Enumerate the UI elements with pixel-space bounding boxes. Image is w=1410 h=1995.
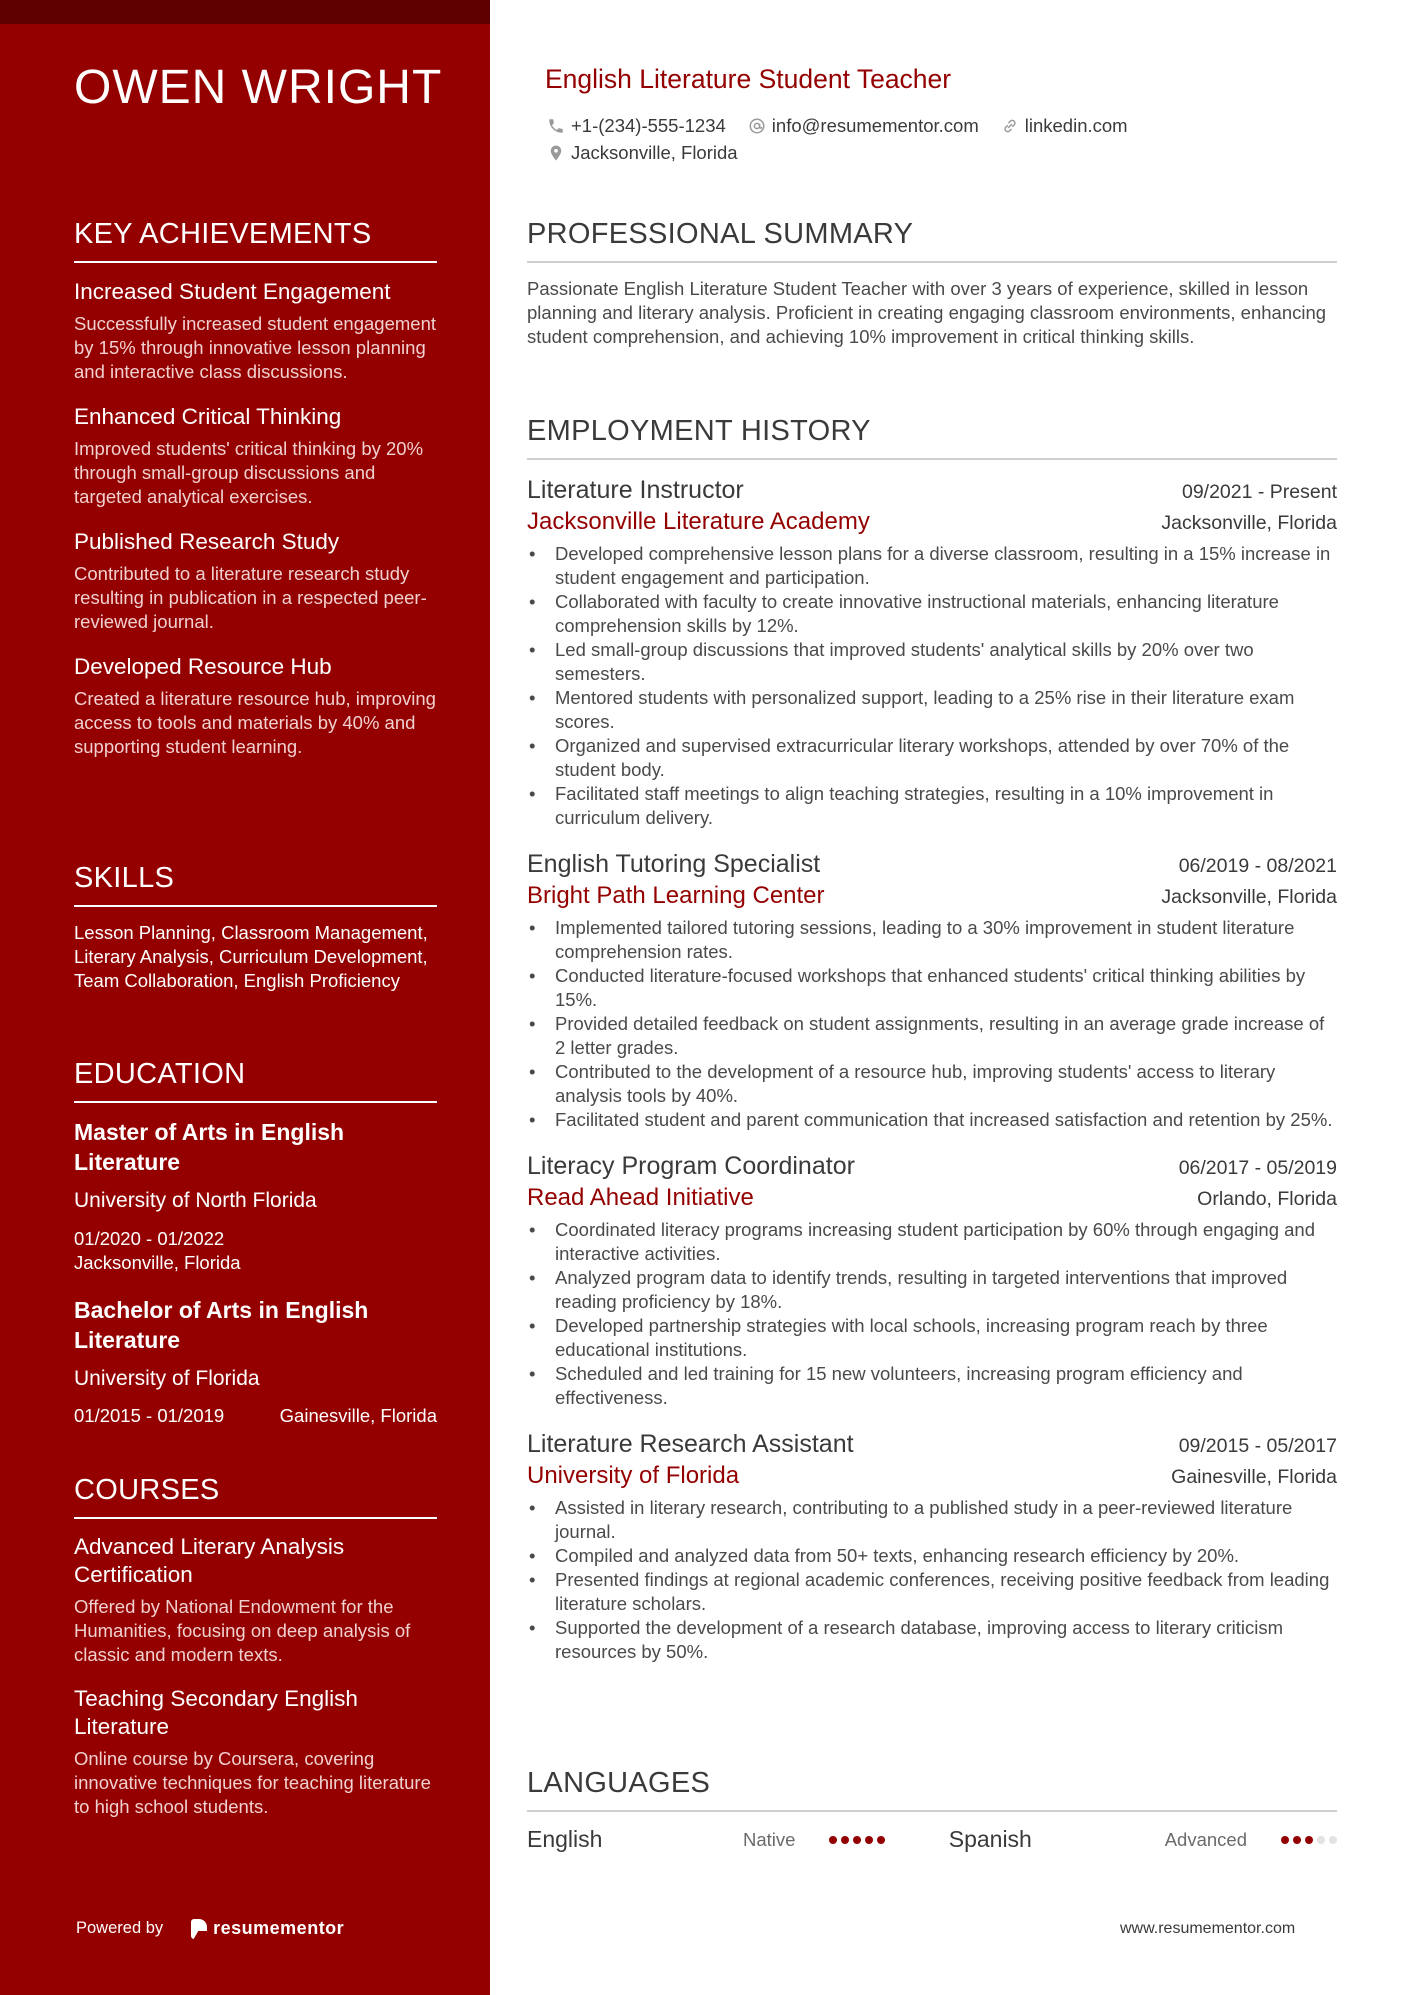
rating-dot-empty <box>1317 1836 1325 1844</box>
job-company-row <box>527 1182 1337 1214</box>
achievement-item <box>74 652 437 759</box>
achievement-item <box>74 527 437 634</box>
achievement-title: Increased Student Engagement <box>74 279 391 304</box>
job-bullet: • Conducted literature-focused workshops that enhanced students' critical thinking abilities by 15%. <box>527 964 1337 1012</box>
education-location: Jacksonville, Florida <box>74 1252 241 1273</box>
courses-heading: COURSES <box>74 1474 437 1519</box>
job-bullet: • Assisted in literary research, contributing to a published study in a peer-reviewed literature journal. <box>527 1496 1337 1544</box>
job-company: University of Florida <box>527 1462 740 1489</box>
contact-location <box>547 142 738 164</box>
job-location: Jacksonville, Florida <box>1161 512 1337 534</box>
job-company-row <box>527 506 1337 538</box>
contact-row <box>547 112 1307 139</box>
job-position: English Tutoring Specialist <box>527 850 821 878</box>
rating-dot-filled <box>1305 1836 1313 1844</box>
education-degree: Bachelor of Arts in English Literature <box>74 1297 369 1353</box>
job-position: Literacy Program Coordinator <box>527 1152 855 1180</box>
job-dates: 09/2015 - 05/2017 <box>1178 1435 1337 1457</box>
rating-dot-filled <box>865 1836 873 1844</box>
candidate-name: OWEN WRIGHT <box>74 61 443 114</box>
employment-heading: EMPLOYMENT HISTORY <box>527 415 1337 460</box>
summary-text: Passionate English Literature Student Teacher with over 3 years of experience, skilled in lesson planning and literary analysis. Proficient in creating engaging classroom environments, enhancing student comprehension, and achieving 10% improvement in critical thinking skills. <box>527 278 1327 347</box>
rating-dot-filled <box>1293 1836 1301 1844</box>
course-item <box>74 1685 437 1819</box>
job-header-row <box>527 1428 1337 1460</box>
location-pin-icon <box>547 144 565 162</box>
rating-dot-filled <box>829 1836 837 1844</box>
job-company-row <box>527 880 1337 912</box>
education-meta-row <box>74 1405 437 1427</box>
job-entry <box>527 848 1337 1132</box>
location-text: Jacksonville, Florida <box>571 141 738 163</box>
education-item <box>74 1295 437 1427</box>
job-bullet: • Analyzed program data to identify trends, resulting in targeted interventions that improved reading proficiency by 18%. <box>527 1266 1337 1314</box>
language-name: English <box>527 1826 603 1852</box>
headline: English Literature Student Teacher <box>545 64 952 94</box>
education-dates: 01/2015 - 01/2019 <box>74 1405 225 1426</box>
job-location: Gainesville, Florida <box>1171 1466 1337 1488</box>
language-rating <box>829 1836 948 1844</box>
job-bullet: • Provided detailed feedback on student assignments, resulting in an average grade increase of 2 letter grades. <box>527 1012 1337 1060</box>
brand-name: resumementor <box>213 1918 345 1938</box>
education-school: University of Florida <box>74 1367 260 1390</box>
job-bullet: • Organized and supervised extracurricular literary workshops, attended by over 70% of the student body. <box>527 734 1337 782</box>
achievement-desc: Created a literature resource hub, improving access to tools and materials by 40% and supporting student learning. <box>74 688 436 757</box>
contact-email[interactable] <box>748 115 979 137</box>
course-title: Advanced Literary Analysis Certification <box>74 1534 345 1587</box>
job-dates: 06/2017 - 05/2019 <box>1178 1157 1337 1179</box>
language-rating <box>1281 1836 1337 1844</box>
achievement-desc: Improved students' critical thinking by 20% through small-group discussions and targeted analytical exercises. <box>74 438 424 507</box>
course-desc: Online course by Coursera, covering innovative techniques for teaching literature to high school students. <box>74 1748 431 1817</box>
job-bullet: • Collaborated with faculty to create innovative instructional materials, enhancing literature comprehension skills by 12%. <box>527 590 1337 638</box>
language-level: Advanced <box>1164 1828 1247 1850</box>
job-bullets <box>527 1496 1337 1664</box>
achievement-desc: Successfully increased student engagement by 15% through innovative lesson planning and interactive class discussions. <box>74 313 436 382</box>
course-title: Teaching Secondary English Literature <box>74 1686 358 1739</box>
job-bullet: • Led small-group discussions that improved students' analytical skills by 20% over two semesters. <box>527 638 1337 686</box>
achievement-desc: Contributed to a literature research study resulting in publication in a respected peer-reviewed journal. <box>74 563 427 632</box>
job-dates: 06/2019 - 08/2021 <box>1178 855 1337 877</box>
link-icon <box>1001 117 1019 135</box>
languages-section <box>527 1767 1337 1853</box>
job-bullet: • Supported the development of a research database, improving access to literary criticism resources by 50%. <box>527 1616 1337 1664</box>
job-company-row <box>527 1460 1337 1492</box>
achievements-heading: KEY ACHIEVEMENTS <box>74 218 437 263</box>
job-position: Literature Instructor <box>527 476 744 504</box>
job-bullets <box>527 916 1337 1132</box>
job-entry <box>527 1428 1337 1664</box>
achievement-title: Developed Resource Hub <box>74 654 332 679</box>
contact-info <box>547 112 1307 166</box>
job-bullet: • Scheduled and led training for 15 new volunteers, increasing program efficiency and effectiveness. <box>527 1362 1337 1410</box>
job-company: Jacksonville Literature Academy <box>527 508 870 535</box>
footer-url[interactable]: www.resumementor.com <box>1120 1920 1296 1937</box>
job-header-row <box>527 848 1337 880</box>
education-degree: Master of Arts in English Literature <box>74 1119 345 1175</box>
powered-by <box>76 1918 344 1939</box>
achievements-section <box>74 218 437 777</box>
language-name: Spanish <box>948 1826 1032 1852</box>
job-bullet: • Developed partnership strategies with local schools, increasing program reach by three educational institutions. <box>527 1314 1337 1362</box>
job-bullet: • Facilitated student and parent communication that increased satisfaction and retention by 25%. <box>527 1108 1337 1132</box>
brand-logo[interactable] <box>191 1918 344 1939</box>
education-section <box>74 1058 437 1427</box>
rating-dot-filled <box>877 1836 885 1844</box>
job-bullets <box>527 542 1337 830</box>
language-level: Native <box>742 1828 796 1850</box>
brand-mark-icon <box>191 1919 207 1939</box>
rating-dot-filled <box>853 1836 861 1844</box>
education-heading: EDUCATION <box>74 1058 437 1103</box>
job-company: Read Ahead Initiative <box>527 1184 754 1211</box>
summary-heading: PROFESSIONAL SUMMARY <box>527 218 1337 263</box>
contact-row <box>547 139 1307 166</box>
linkedin-text: linkedin.com <box>1024 114 1128 136</box>
job-bullet: • Contributed to the development of a resource hub, improving students' access to literary analysis tools by 40%. <box>527 1060 1337 1108</box>
job-bullet: • Implemented tailored tutoring sessions, leading to a 30% improvement in student literature comprehension rates. <box>527 916 1337 964</box>
job-dates: 09/2021 - Present <box>1181 481 1337 503</box>
job-bullet: • Coordinated literacy programs increasing student participation by 60% through engaging and interactive activities. <box>527 1218 1337 1266</box>
rating-dot-filled <box>841 1836 849 1844</box>
education-item <box>74 1117 437 1275</box>
phone-icon <box>547 117 565 135</box>
skills-list: Lesson Planning, Classroom Management, Literary Analysis, Curriculum Development, Team Collaboration, English Proficiency <box>74 922 428 991</box>
powered-by-label: Powered by <box>76 1919 164 1937</box>
contact-phone[interactable] <box>547 115 726 137</box>
job-bullets <box>527 1218 1337 1410</box>
job-header-row <box>527 1150 1337 1182</box>
achievement-title: Published Research Study <box>74 529 340 554</box>
education-dates: 01/2020 - 01/2022 <box>74 1228 225 1249</box>
education-school: University of North Florida <box>74 1189 317 1212</box>
languages-row <box>527 1826 1337 1853</box>
achievement-item <box>74 402 437 509</box>
employment-section <box>527 415 1337 1682</box>
course-desc: Offered by National Endowment for the Humanities, focusing on deep analysis of classic and modern texts. <box>74 1596 411 1665</box>
job-entry <box>527 1150 1337 1410</box>
languages-heading: LANGUAGES <box>527 1767 1337 1812</box>
job-location: Orlando, Florida <box>1197 1188 1337 1210</box>
phone-text: +1-(234)-555-1234 <box>571 114 726 136</box>
courses-section <box>74 1474 437 1837</box>
achievement-title: Enhanced Critical Thinking <box>74 404 342 429</box>
skills-heading: SKILLS <box>74 862 437 907</box>
rating-dot-empty <box>1329 1836 1337 1844</box>
job-bullet: • Compiled and analyzed data from 50+ texts, enhancing research efficiency by 20%. <box>527 1544 1337 1568</box>
job-entry <box>527 474 1337 830</box>
at-icon <box>748 117 766 135</box>
job-bullet: • Facilitated staff meetings to align teaching strategies, resulting in a 10% improvement in curriculum delivery. <box>527 782 1337 830</box>
job-bullet: • Developed comprehensive lesson plans for a diverse classroom, resulting in a 15% increase in student engagement and participation. <box>527 542 1337 590</box>
achievement-item <box>74 277 437 384</box>
rating-dot-filled <box>1281 1836 1289 1844</box>
email-text: info@resumementor.com <box>771 114 979 136</box>
job-position: Literature Research Assistant <box>527 1430 854 1458</box>
course-item <box>74 1533 437 1667</box>
summary-section <box>527 218 1337 349</box>
sidebar-top-band <box>0 0 490 24</box>
job-bullet: • Presented findings at regional academic conferences, receiving positive feedback from leading literature scholars. <box>527 1568 1337 1616</box>
education-location: Gainesville, Florida <box>279 1405 437 1426</box>
job-company: Bright Path Learning Center <box>527 882 825 909</box>
sidebar <box>0 0 490 1995</box>
job-header-row <box>527 474 1337 506</box>
job-location: Jacksonville, Florida <box>1161 886 1337 908</box>
job-bullet: • Mentored students with personalized support, leading to a 25% rise in their literature exam scores. <box>527 686 1337 734</box>
skills-section <box>74 862 437 993</box>
contact-linkedin[interactable] <box>1001 115 1128 137</box>
